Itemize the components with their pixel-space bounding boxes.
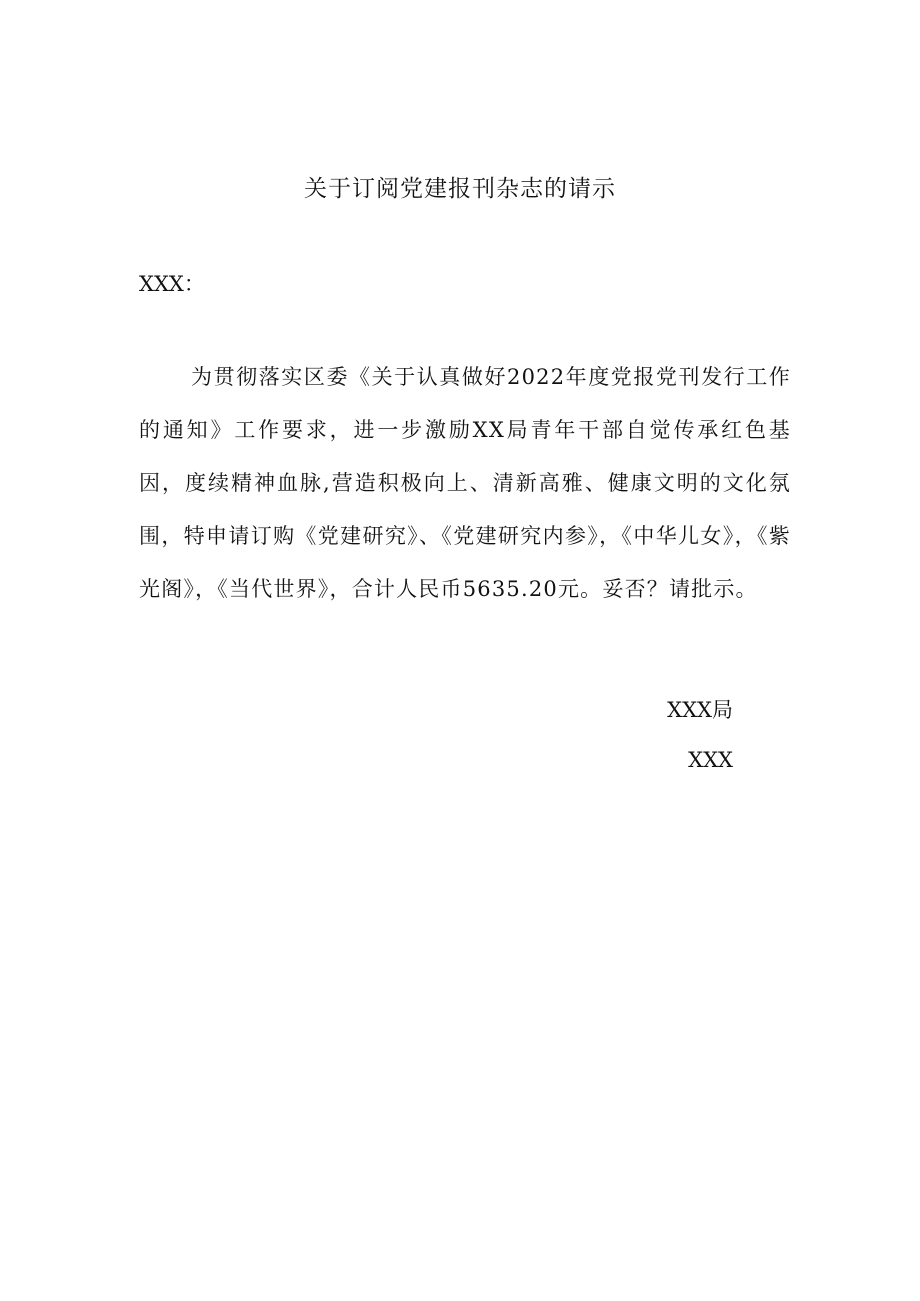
- signature-organization: XXX局: [667, 698, 733, 722]
- signature-date: XXX: [688, 748, 733, 772]
- request-body-paragraph: 为贯彻落实区委《关于认真做好2022年度党报党刊发行工作的通知》工作要求，进一步激励XX局青年干部自觉传承红色基因，度续精神血脉,营造积极向上、清新高雅、健康文明的文化氛围，特申请订购《党建研究》、《党建研究内参》，《中华儿女》，《紫光阁》，《当代世界》，合计人民币5635.20元。妥否？请批示。: [139, 365, 791, 601]
- document-title: 关于订阅党建报刊杂志的请示: [304, 176, 616, 202]
- salutation: XXX：: [139, 272, 205, 296]
